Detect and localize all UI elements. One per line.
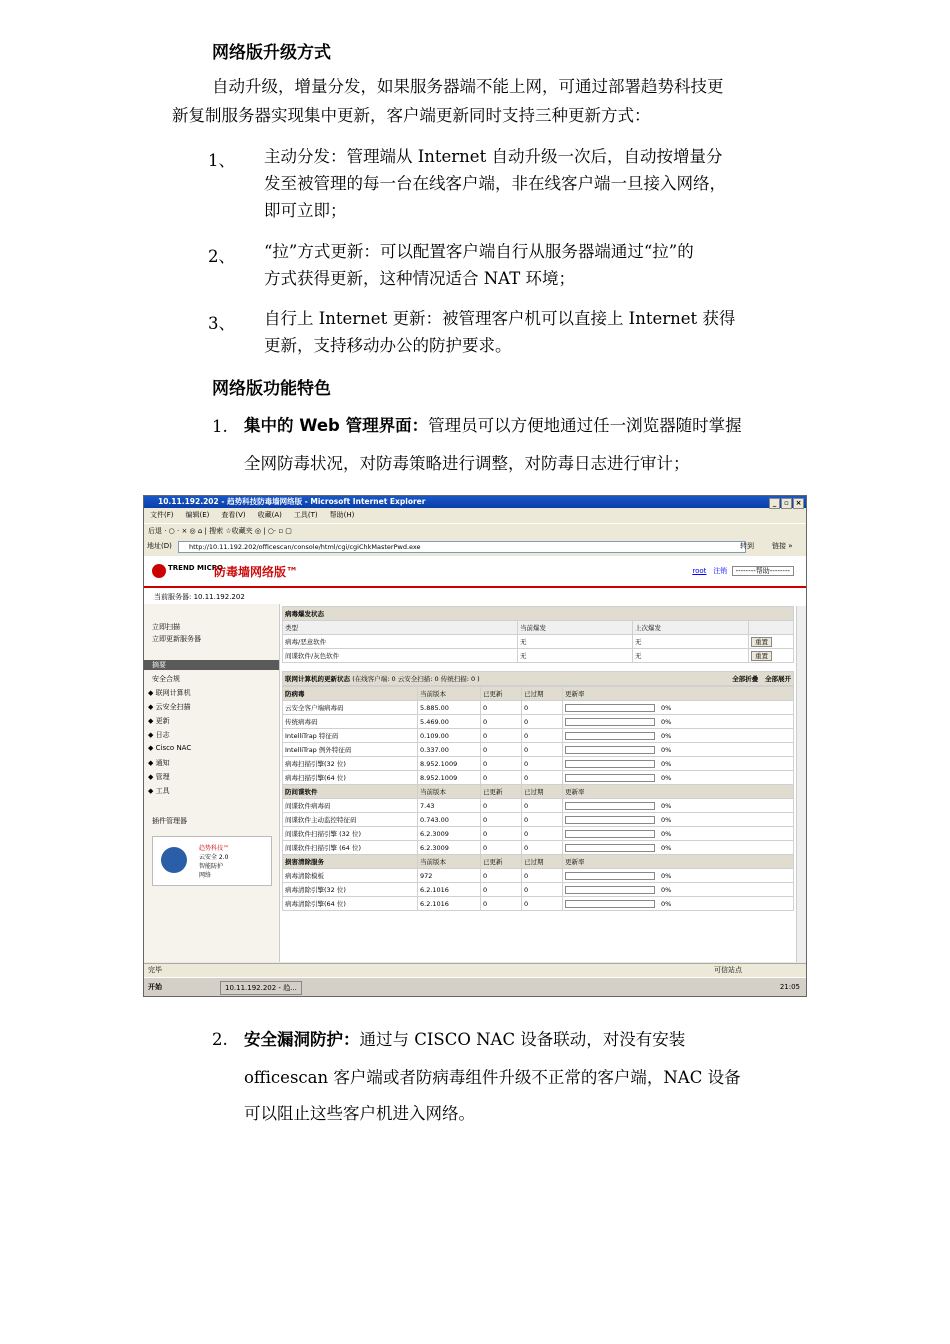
start-button[interactable]: 开始	[148, 983, 162, 991]
section-header-row: 损害清除服务 当前版本 已更新 已过期 更新率	[283, 855, 794, 869]
list-number: 2、	[208, 247, 235, 266]
menu-file[interactable]: 文件(F)	[150, 511, 174, 519]
sidebar-item-compliance[interactable]: 安全合规	[152, 675, 180, 683]
vertical-scrollbar[interactable]	[796, 606, 807, 962]
promo-line: 云安全 2.0	[199, 854, 229, 861]
main-content	[282, 606, 794, 962]
table-row: 间谍软件主动监控特征码 0.743.00 0 0 0%	[283, 813, 794, 827]
taskbar	[144, 977, 806, 997]
col-header: 当前爆发	[518, 621, 633, 635]
address-input[interactable]: http://10.11.192.202/officescan/console/html/cgi/cgiChkMasterPwd.exe	[178, 541, 746, 553]
table-row: 间谍软件扫描引擎 (32 位) 6.2.3009 0 0 0%	[283, 827, 794, 841]
progress-bar	[565, 900, 655, 908]
heading-features: 网络版功能特色	[212, 379, 331, 399]
progress-bar	[565, 760, 655, 768]
sidebar-item-admin[interactable]: ◆ 管理	[148, 773, 170, 781]
menu-edit[interactable]: 编辑(E)	[185, 511, 210, 519]
list-item-line: 发至被管理的每一台在线客户端，非在线客户端一旦接入网络，	[264, 174, 726, 193]
table-row: 病毒清除引擎(64 位) 6.2.1016 0 0 0%	[283, 897, 794, 911]
menu-bar	[144, 509, 806, 522]
list-number: 2.	[212, 1030, 228, 1049]
promo-line: 网络	[199, 872, 212, 879]
menu-favorites[interactable]: 收藏(A)	[257, 511, 282, 519]
feature-line	[244, 1026, 685, 1053]
sidebar-item-cloud-scan[interactable]: ◆ 云安全扫描	[148, 703, 191, 711]
update-rows	[282, 686, 794, 911]
menu-tools[interactable]: 工具(T)	[293, 511, 318, 519]
sidebar-item-summary[interactable]: 摘要	[144, 660, 279, 670]
logo-text: TREND MICRO	[168, 564, 224, 572]
embedded-ie-screenshot	[143, 495, 807, 997]
sidebar-item-networked[interactable]: ◆ 联网计算机	[148, 689, 191, 697]
list-item-line: “拉”方式更新：可以配置客户端自行从服务器端通过“拉”的	[264, 242, 694, 261]
list-number: 3、	[208, 314, 235, 333]
progress-bar	[565, 718, 655, 726]
header-bar	[144, 556, 806, 588]
window-controls	[768, 497, 804, 509]
header-links	[692, 566, 794, 576]
progress-bar	[565, 844, 655, 852]
reset-button[interactable]: 重置	[751, 637, 772, 647]
feature-line: officescan 客户端或者防病毒组件升级不正常的客户端，NAC 设备	[244, 1068, 741, 1087]
table-row: IntelliTrap 例外特征码 0.337.00 0 0 0%	[283, 743, 794, 757]
list-item-line: 方式获得更新，这种情况适合 NAT 环境；	[264, 269, 575, 288]
sidebar-item-cisco-nac[interactable]: ◆ Cisco NAC	[148, 744, 192, 752]
sidebar	[144, 604, 280, 962]
feature-line	[244, 412, 742, 439]
progress-bar	[565, 830, 655, 838]
links-button[interactable]: 链接 »	[772, 542, 793, 550]
heading-upgrade-methods: 网络版升级方式	[212, 43, 331, 63]
table-row: 间谍软件扫描引擎 (64 位) 6.2.3009 0 0 0%	[283, 841, 794, 855]
feature-title: 安全漏洞防护：	[244, 1030, 360, 1049]
menu-view[interactable]: 查看(V)	[221, 511, 246, 519]
table-row: IntelliTrap 特征码 0.109.00 0 0 0%	[283, 729, 794, 743]
clock: 21:05	[779, 983, 800, 991]
maximize-icon[interactable]: ▫	[781, 498, 792, 509]
menu-help[interactable]: 帮助(H)	[329, 511, 355, 519]
promo-line: 智能防护	[199, 863, 224, 870]
toolbar-buttons[interactable]: 后退 · ○ · × ◎ ⌂ | 搜索 ☆收藏夹 ◎ | ○· ▫ ▢	[148, 527, 292, 535]
table-row: 病毒扫描引擎(64 位) 8.952.1009 0 0 0%	[283, 771, 794, 785]
current-server: 当前服务器: 10.11.192.202	[154, 593, 245, 601]
minimize-icon[interactable]: _	[769, 498, 780, 509]
sidebar-item-scan-now[interactable]: 立即扫描	[152, 623, 180, 631]
feature-line: 全网防毒状况，对防毒策略进行调整，对防毒日志进行审计；	[244, 454, 690, 473]
outbreak-table	[282, 606, 794, 663]
toolbar	[144, 523, 806, 538]
sidebar-item-update-server[interactable]: 立即更新服务器	[152, 635, 201, 643]
table-row: 病毒清除模板 972 0 0 0%	[283, 869, 794, 883]
promo-banner[interactable]	[152, 836, 272, 886]
logout-link[interactable]: 注销	[713, 567, 728, 575]
reset-button[interactable]: 重置	[751, 651, 772, 661]
progress-bar	[565, 732, 655, 740]
section-header-row: 防病毒 当前版本 已更新 已过期 更新率	[283, 687, 794, 701]
list-item-line: 更新，支持移动办公的防护要求。	[264, 336, 512, 355]
progress-bar	[565, 774, 655, 782]
feature-text: 通过与 CISCO NAC 设备联动，对没有安装	[359, 1030, 686, 1049]
sidebar-item-logs[interactable]: ◆ 日志	[148, 731, 170, 739]
sidebar-item-updates[interactable]: ◆ 更新	[148, 717, 170, 725]
address-label: 地址(D)	[147, 542, 172, 550]
progress-bar	[565, 704, 655, 712]
go-button[interactable]: 转到	[740, 542, 754, 550]
progress-bar	[565, 872, 655, 880]
close-icon[interactable]: ×	[793, 498, 804, 509]
update-status-table	[282, 671, 794, 686]
collapse-all-link[interactable]: 全部折叠	[732, 675, 759, 683]
progress-bar	[565, 746, 655, 754]
client-counts: (在线客户端: 0 云安全扫描: 0 传统扫描: 0 )	[352, 675, 480, 683]
taskbar-item[interactable]: 10.11.192.202 - 趋...	[220, 981, 302, 995]
sidebar-item-tools[interactable]: ◆ 工具	[148, 787, 170, 795]
window-titlebar	[144, 496, 806, 508]
list-number: 1.	[212, 417, 228, 436]
feature-title: 集中的 Web 管理界面：	[244, 416, 429, 435]
feature-text: 管理员可以方便地通过任一浏览器随时掌握	[428, 416, 742, 435]
section-title: 联网计算机的更新状态	[285, 675, 350, 683]
user-link[interactable]: root	[692, 567, 707, 575]
status-zone: 可信站点	[714, 966, 742, 974]
web-page	[144, 556, 806, 962]
list-item-line: 主动分发：管理端从 Internet 自动升级一次后，自动按增量分	[264, 147, 723, 166]
status-left: 完毕	[148, 966, 162, 974]
progress-bar	[565, 802, 655, 810]
table-row: 间谍软件病毒码 7.43 0 0 0%	[283, 799, 794, 813]
list-number: 1、	[208, 151, 235, 170]
sidebar-item-plugins[interactable]: 插件管理器	[152, 817, 187, 825]
globe-icon	[161, 847, 187, 873]
help-select[interactable]: --------帮助--------	[732, 566, 794, 576]
expand-all-link[interactable]: 全部展开	[765, 675, 791, 683]
list-item-line: 即可立即；	[264, 201, 347, 220]
table-row: 传统病毒码 5.469.00 0 0 0%	[283, 715, 794, 729]
product-title: 防毒墙网络版™	[214, 565, 299, 579]
section-header-row: 防间谍软件 当前版本 已更新 已过期 更新率	[283, 785, 794, 799]
table-row: 间谍软件/灰色软件 无 无 重置	[283, 649, 794, 663]
col-header: 上次爆发	[633, 621, 749, 635]
section-title: 病毒爆发状态	[283, 607, 794, 621]
table-row: 病毒清除引擎(32 位) 6.2.1016 0 0 0%	[283, 883, 794, 897]
feature-line: 可以阻止这些客户机进入网络。	[244, 1104, 475, 1123]
progress-bar	[565, 886, 655, 894]
window-title: 10.11.192.202 - 趋势科技防毒墙网络版 - Microsoft Internet Explorer	[158, 497, 426, 506]
table-row: 云安全客户端病毒码 5.885.00 0 0 0%	[283, 701, 794, 715]
promo-line: 趋势科技™	[199, 845, 230, 852]
progress-bar	[565, 816, 655, 824]
trend-logo-icon	[152, 564, 166, 578]
list-item-line: 自行上 Internet 更新：被管理客户机可以直接上 Internet 获得	[264, 309, 736, 328]
table-row: 病毒/恶意软件 无 无 重置	[283, 635, 794, 649]
col-header: 类型	[283, 621, 518, 635]
address-bar	[144, 539, 806, 554]
paragraph-line: 自动升级，增量分发，如果服务器端不能上网，可通过部署趋势科技更	[212, 77, 724, 96]
paragraph-line: 新复制服务器实现集中更新，客户端更新同时支持三种更新方式：	[172, 106, 651, 125]
status-bar	[144, 963, 806, 976]
sidebar-item-notify[interactable]: ◆ 通知	[148, 759, 170, 767]
table-row: 病毒扫描引擎(32 位) 8.952.1009 0 0 0%	[283, 757, 794, 771]
